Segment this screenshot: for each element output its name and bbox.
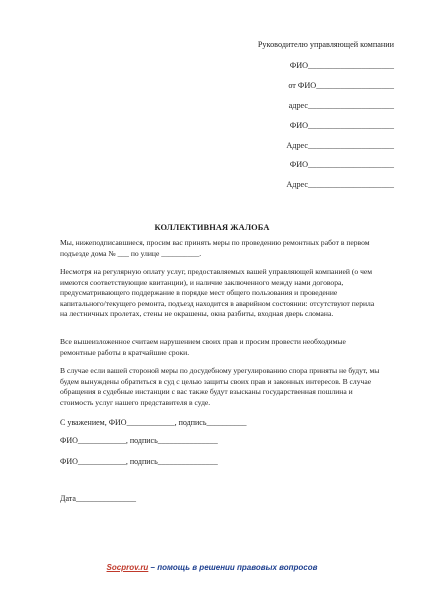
sender-address-line-2: Адрес_____________________ — [286, 141, 394, 150]
footer — [0, 563, 424, 572]
sender-name-line: от ФИО___________________ — [288, 81, 394, 90]
date-line: Дата_______________ — [60, 494, 136, 503]
sender-name-line-3: ФИО_____________________ — [289, 160, 394, 169]
sender-address-line-3: Адрес_____________________ — [286, 180, 394, 189]
footer-tagline: – помощь в решении правовых вопросов — [148, 563, 318, 572]
paragraph-details: Несмотря на регулярную оплату услуг, предоставляемых вашей управляющей компанией (о чем имеются соответствующие квитанции), и наличие заключенного между нами договора, предусматривающего поддержание в порядке мест общего пользования и проведение капитального/текущего ремонта, подъезд находится в аварийном состоянии: отсутствуют перила на лестничных пролетах, стены не окрашены, окна разбиты, входная дверь сломана. — [60, 267, 375, 319]
paragraph-warning: В случае если вашей стороной меры по досудебному урегулированию спора приняты не будут, мы будем вынуждены обратиться в суд с целью защиты своих прав и законных интересов. В случае обращения в судебные инстанции с вас также будут взысканы государственная пошлина и стоимость услуг нашего представителя в суде. — [60, 366, 380, 407]
document-title: КОЛЛЕКТИВНАЯ ЖАЛОБА — [154, 223, 270, 232]
signature-line-1: С уважением, ФИО____________, подпись__________ — [60, 418, 247, 427]
footer-site-link[interactable]: Socprov.ru — [106, 563, 149, 572]
paragraph-conclusion: Все вышеизложенное считаем нарушением своих прав и просим провести необходимые ремонтные работы в кратчайшие сроки. — [60, 337, 346, 357]
addressee-line: Руководителю управляющей компании — [257, 40, 394, 49]
paragraph-request: Мы, нижеподписавшиеся, просим вас принять меры по проведению ремонтных работ в первом подъезде дома № ___ по улице __________. — [60, 238, 370, 258]
signature-line-3: ФИО____________, подпись_______________ — [60, 457, 218, 466]
sender-name-line-2: ФИО_____________________ — [289, 121, 394, 130]
sender-address-line: адрес_____________________ — [288, 101, 394, 110]
signature-line-2: ФИО____________, подпись_______________ — [60, 436, 218, 445]
recipient-name-line: ФИО_____________________ — [289, 61, 394, 70]
